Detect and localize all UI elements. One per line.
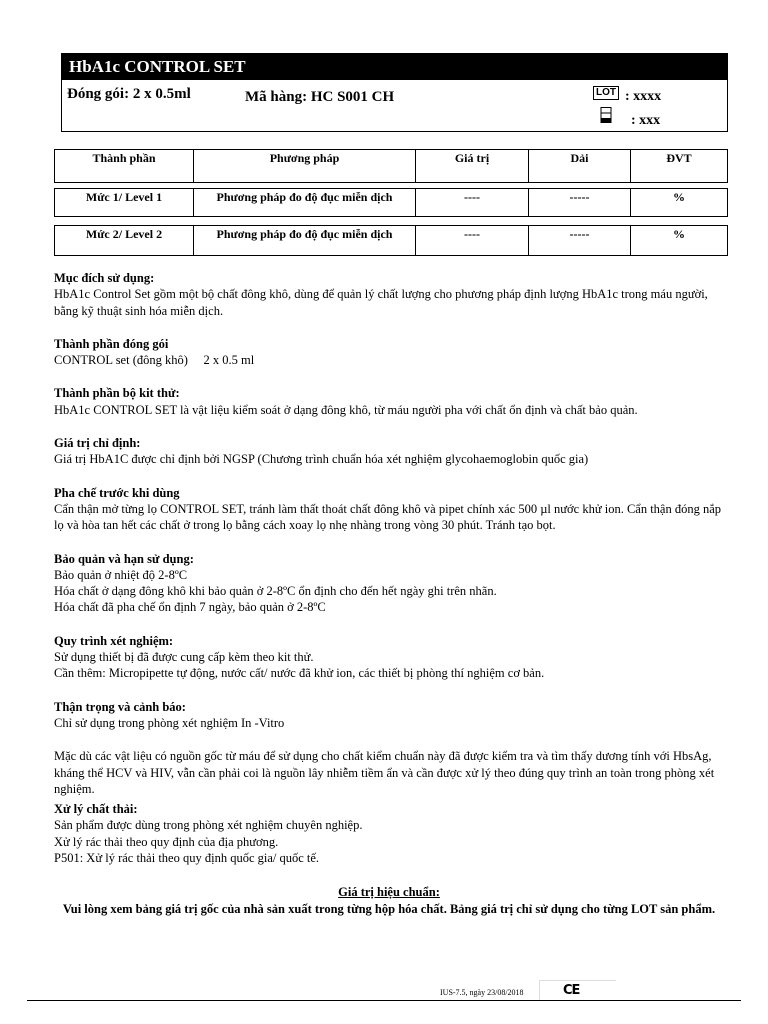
table-cell: ----- xyxy=(529,226,631,256)
document-body xyxy=(54,270,724,917)
section-heading: Xử lý chất thải: xyxy=(54,802,138,817)
table-header-cell: Dải xyxy=(529,150,631,183)
lot-value: : xxxx xyxy=(625,89,662,104)
table-cell: ---- xyxy=(416,226,529,256)
storage-section xyxy=(54,551,724,616)
section-text: Cẩn thận mở từng lọ CONTROL SET, tránh làm thất thoát chất đông khô và pipet chính xác 500 µl nước khử ion. Cẩn thận đóng nắp lọ và hòa tan hết các chất ở trong lọ bằng cách xoay lọ nhẹ nhàng trong vòng 30 phút. Tránh tạo bọt. xyxy=(54,501,722,533)
section-text: CONTROL set (đông khô) 2 x 0.5 ml xyxy=(54,353,255,368)
table-header-cell: Phương pháp xyxy=(194,150,416,183)
section-heading: Thành phần bộ kit thử: xyxy=(54,386,180,401)
document-code: IUS-7.5, ngày 23/08/2018 xyxy=(440,988,524,997)
caution-note: Mặc dù các vật liệu có nguồn gốc từ máu để sử dụng cho chất kiểm chuẩn này đã được kiểm tra và tìm thấy dương tính với HbsAg, kháng thể HCV và HIV, vẫn cần phải coi là nguồn lây nhiễm tiềm ẩn và cần được xử lý theo đúng quy trình an toàn trong phòng xét nghiệm. xyxy=(54,749,715,796)
kit-section xyxy=(54,385,724,418)
section-text: Giá trị HbA1C được chỉ định bởi NGSP (Chương trình chuẩn hóa xét nghiệm glycohaemoglobin quốc gia) xyxy=(54,452,589,467)
section-text: Hóa chất ở dạng đông khô khi bảo quản ở 2-8ºC ổn định cho đến hết ngày ghi trên nhãn. xyxy=(54,584,497,599)
lot-symbol-icon: LOT xyxy=(593,86,619,100)
product-header xyxy=(61,53,728,132)
ce-mark-icon: CE xyxy=(563,983,580,998)
section-heading: Pha chế trước khi dùng xyxy=(54,485,180,500)
section-heading: Thành phần đóng gói xyxy=(54,336,169,351)
section-text: Xử lý rác thải theo quy định của địa phương. xyxy=(54,834,279,849)
procedure-section xyxy=(54,633,724,682)
section-heading: Quy trình xét nghiệm: xyxy=(54,633,174,648)
assigned-value-section xyxy=(54,435,724,468)
table-row xyxy=(55,189,728,217)
table-cell: ----- xyxy=(529,189,631,217)
table-cell: Phương pháp đo độ đục miễn dịch xyxy=(194,189,416,217)
table-header-cell: ĐVT xyxy=(631,150,728,183)
table-cell: ---- xyxy=(416,189,529,217)
calibration-heading: Giá trị hiệu chuẩn: xyxy=(338,885,440,900)
table-cell: % xyxy=(631,226,728,256)
section-text: Hóa chất đã pha chế ổn định 7 ngày, bảo quản ở 2-8ºC xyxy=(54,600,326,615)
section-text: HbA1c CONTROL SET là vật liệu kiểm soát ở dạng đông khô, từ máu người pha với chất ổn định và chất bảo quản. xyxy=(54,402,638,417)
calibration-text: Vui lòng xem bảng giá trị gốc của nhà sản xuất trong từng hộp hóa chất. Bảng giá trị chỉ sử dụng cho từng LOT sản phẩm. xyxy=(62,901,716,916)
section-text: Sản phẩm được dùng trong phòng xét nghiệm chuyên nghiệp. xyxy=(54,818,363,833)
table-cell: Mức 1/ Level 1 xyxy=(55,189,194,217)
section-text: Chỉ sử dụng trong phòng xét nghiệm In -Vitro xyxy=(54,715,285,730)
caution-section xyxy=(54,699,724,732)
packaging-text: Đóng gói: 2 x 0.5ml xyxy=(67,86,191,102)
calibration-section xyxy=(54,884,724,917)
table-row xyxy=(55,226,728,256)
table-header-cell: Thành phần xyxy=(55,150,194,183)
spec-table-level2 xyxy=(54,225,728,256)
section-heading: Giá trị chỉ định: xyxy=(54,436,141,451)
table-cell: Phương pháp đo độ đục miễn dịch xyxy=(194,226,416,256)
section-heading: Mục đích sử dụng: xyxy=(54,271,155,285)
waste-section xyxy=(54,801,724,866)
product-code-text: Mã hàng: HC S001 CH xyxy=(245,89,395,105)
section-text: P501: Xử lý rác thải theo quy định quốc gia/ quốc tế. xyxy=(54,851,320,866)
section-heading: Bảo quản và hạn sử dụng: xyxy=(54,551,194,566)
section-text: Bảo quản ở nhiệt độ 2-8ºC xyxy=(54,567,188,582)
spec-table-header xyxy=(54,149,728,183)
product-title: HbA1c CONTROL SET xyxy=(62,54,727,80)
spec-table-level1 xyxy=(54,188,728,217)
product-info-row xyxy=(62,80,727,132)
package-section xyxy=(54,336,724,369)
purpose-section xyxy=(54,270,724,319)
section-text: HbA1c Control Set gồm một bộ chất đông khô, dùng để quản lý chất lượng cho phương pháp định lượng HbA1c trong máu người, bằng kỹ thuật sinh hóa miễn dịch. xyxy=(54,287,708,318)
section-heading: Thận trọng và cảnh báo: xyxy=(54,699,186,714)
table-header-cell: Giá trị xyxy=(416,150,529,183)
table-header-row xyxy=(55,150,728,183)
section-text: Cần thêm: Micropipette tự động, nước cất/ nước đã khử ion, các thiết bị phòng thí nghiệm cơ bản. xyxy=(54,666,545,681)
hourglass-icon xyxy=(600,107,612,123)
table-cell: Mức 2/ Level 2 xyxy=(55,226,194,256)
expiry-value: : xxx xyxy=(631,113,661,128)
preparation-section xyxy=(54,485,724,534)
footer-divider xyxy=(27,1000,741,1001)
table-cell: % xyxy=(631,189,728,217)
section-text: Sử dụng thiết bị đã được cung cấp kèm theo kit thử. xyxy=(54,650,314,665)
